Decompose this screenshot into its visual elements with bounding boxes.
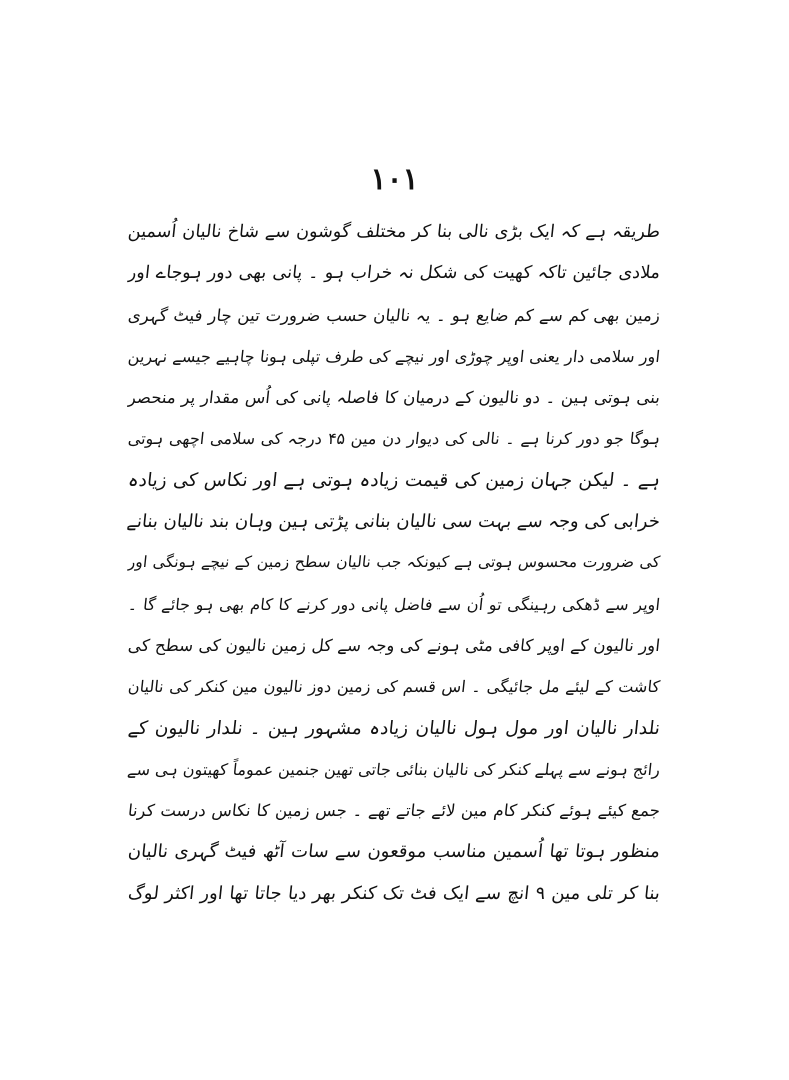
text-line: زمین بھی کم سے کم ضایع ہو ۔ یہ نالیان حسب ضرورت تین چار فیٹ گہری: [127, 305, 662, 325]
body-text: [125, 212, 662, 914]
text-line: کی ضرورت محسوس ہوتی ہے کیونکہ جب نالیان سطح زمین کے نیچے ہونگی اور: [127, 553, 662, 572]
text-line: منظور ہوتا تھا اُسمین مناسب موقعون سے سات آٹھ فیٹ گہری نالیان: [126, 841, 662, 863]
text-line: بنی ہوتی ہین ۔ دو نالیون کے درمیان کا فاصلہ پانی کی اُس مقدار پر منحصر: [127, 388, 662, 408]
text-line: خرابی کی وجہ سے بہت سی نالیان بنانی پڑتی ہین وہان بند نالیان بنانے: [125, 511, 662, 533]
text-line: اور نالیون کے اوپر کافی مٹی ہونے کی وجہ سے کل زمین نالیون کی سطح کی: [127, 635, 662, 655]
text-line: ملادی جائین تاکہ کھیت کی شکل نہ خراب ہو ۔ پانی بھی دور ہوجاے اور: [127, 263, 662, 284]
page-number: ۱۰۱: [370, 162, 419, 197]
text-line: رائج ہونے سے پہلے کنکر کی نالیان بنائی جاتی تھین جنمین عموماً کھیتون ہی سے: [126, 759, 662, 779]
text-line: کاشت کے لیئے مل جائیگی ۔ اس قسم کی زمین دوز نالیون مین کنکر کی نالیان: [127, 677, 662, 697]
text-line: جمع کیئے ہوئے کنکر کام مین لائے جاتے تھے ۔ جس زمین کا نکاس درست کرنا: [127, 801, 662, 821]
text-line: طریقہ ہے کہ ایک بڑی نالی بنا کر مختلف گوشون سے شاخ نالیان اُسمین: [127, 222, 662, 242]
text-line: اوپر سے ڈھکی رہینگی تو اُن سے فاضل پانی دور کرنے کا کام بھی ہو جائے گا ۔: [127, 594, 662, 614]
text-line: اور سلامی دار یعنی اوپر چوڑی اور نیچے کی طرف تپلی ہونا چاہیے جیسے نہرین: [127, 346, 662, 366]
text-line: ہوگا جو دور کرنا ہے ۔ نالی کی دیوار دن مین ۴۵ درجہ کی سلامی اچھی ہوتی: [127, 429, 662, 449]
text-line: بنا کر تلی مین ۹ انچ سے ایک فٹ تک کنکر بھر دیا جاتا تھا اور اکثر لوگ: [126, 882, 662, 904]
text-line: نلدار نالیان اور مول ہول نالیان زیادہ مشہور ہین ۔ نلدار نالیون کے: [126, 717, 662, 739]
text-line: ہے ۔ لیکن جہان زمین کی قیمت زیادہ ہوتی ہے اور نکاس کی زیادہ: [126, 469, 662, 491]
